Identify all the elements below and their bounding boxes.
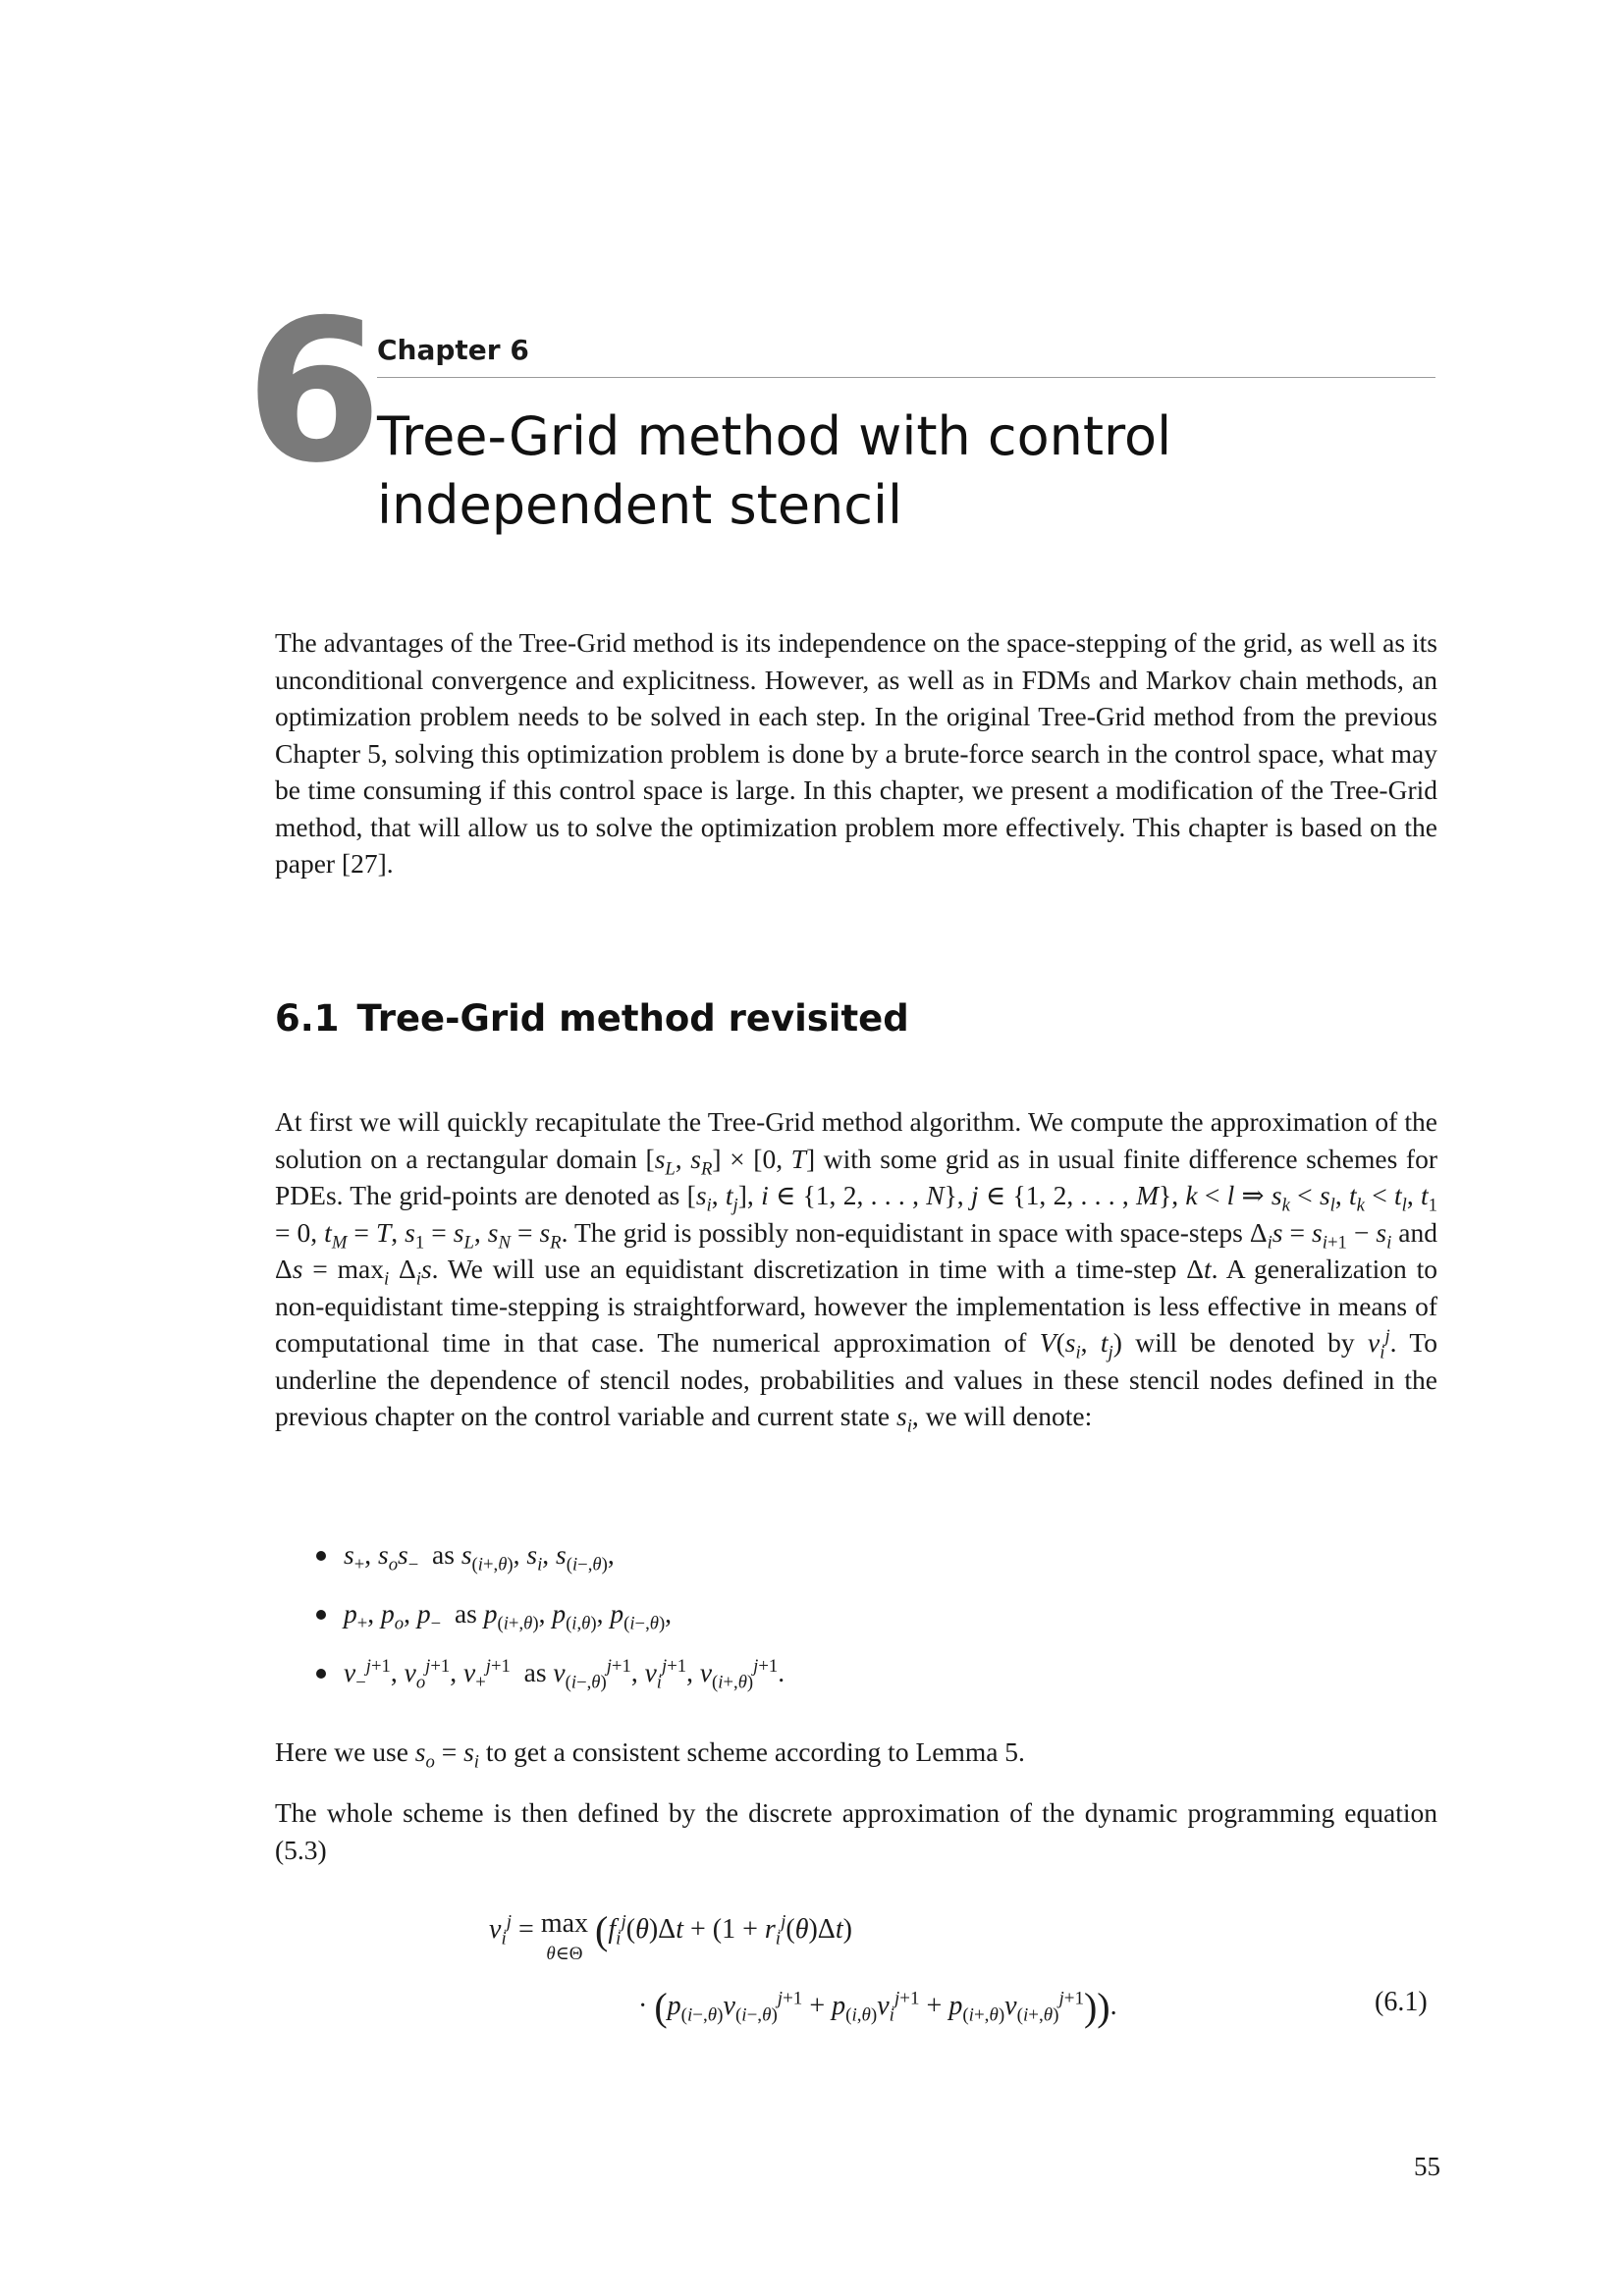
- section-heading: [275, 997, 909, 1040]
- body-paragraph-2: Here we use $s_o = s_i$ to get a consistent scheme according to Lemma 5.: [275, 1736, 1025, 1773]
- section-title: Tree-Grid method revisited: [356, 997, 909, 1040]
- page-number: 55: [1414, 2152, 1440, 2181]
- body-paragraph-3: The whole scheme is then defined by the discrete approximation of the dynamic programming equation (5.3): [275, 1797, 1437, 1865]
- body-paragraph-1: At first we will quickly recapitulate the Tree-Grid method algorithm. We compute the approximation of the solution on a rectangular domain [$s_L$, $s_R] \times [0$, T] with some grid as in usual finite difference schemes for PDEs. The grid-points are denoted as [$s_i$, $t_j$], i ∈ {1, 2, . . . , N}, j ∈ {1, 2, . . . , M}, k < l ⇒ $s_k < s_l$, $t_k < t_l$, $t_1 = 0$, $t_M = T$, $s_1 = s_L$, $s_N = s_R$. The grid is possibly non-equidistant in space with space-steps $\Delta_is = s_{i+1} - s_i$ and $\Delta s = \max_i \Delta_is$. We will use an equidistant discretization in time with a time-step Δt. A generalization to non-equidistant time-stepping is straightforward, however the implementation is less effective in means of computational time in that case. The numerical approximation of $V(s_i$, $t_j$) will be denoted by $v_i^j$. To underline the dependence of stencil nodes, probabilities and values in these stencil nodes defined in the previous chapter on the control variable and current state $s_i$, we will denote:: [275, 1106, 1438, 1437]
- chapter-title-line1: Tree-Grid method with control: [377, 405, 1172, 467]
- list-item: $s_+$, $s_os_-$ as $s_{(i+,\theta)}$, $s_i$, $s_{(i-,\theta)}$,: [310, 1535, 1390, 1575]
- equation-line-1: $v_i^j = \max$ θ∈Θ ($f_i^j(\theta)\Delta t + (1 + r_i^j(\theta)\Delta t)$: [489, 1908, 852, 1964]
- bullet-list: [310, 1535, 1390, 1712]
- chapter-rule: [377, 377, 1435, 378]
- equation-number: (6.1): [1375, 1987, 1428, 2017]
- chapter-number: 6: [245, 278, 379, 507]
- section-number: 6.1: [275, 997, 340, 1040]
- equation-line-2: · $(p_{(i-,\theta)}v_{(i-,\theta)}^{j+1} + p_{(i,\theta)}v_i^{j+1} + p_{(i+,\theta)}v_{(i+,\theta)}^{j+1})$).: [638, 1985, 1117, 2029]
- chapter-title: [377, 402, 1408, 540]
- chapter-label: Chapter 6: [377, 334, 529, 366]
- intro-paragraph: The advantages of the Tree-Grid method is its independence on the space-stepping of the grid, as well as its unconditional convergence and explicitness. However, as well as in FDMs and Markov chain methods, an optimization problem needs to be solved in each step. In the original Tree-Grid method from the previous Chapter 5, solving this optimization problem is done by a brute-force search in the control space, what may be time consuming if this control space is large. In this chapter, we present a modification of the Tree-Grid method, that will allow us to solve the optimization problem more effectively. This chapter is based on the paper [27].: [275, 627, 1437, 879]
- list-item: $p_+$, $p_o$, $p_-$ as $p_{(i+,\theta)}$, $p_{(i,\theta)}$, $p_{(i-,\theta)}$,: [310, 1594, 1390, 1633]
- list-item: $v_-^{j+1}$, $v_o^{j+1}$, $v_+^{j+1}$ as $v_{(i-,\theta)}^{j+1}$, $v_i^{j+1}$, $v_{(i+,\theta)}^{j+1}$.: [310, 1653, 1390, 1692]
- chapter-title-line2: independent stencil: [377, 474, 902, 536]
